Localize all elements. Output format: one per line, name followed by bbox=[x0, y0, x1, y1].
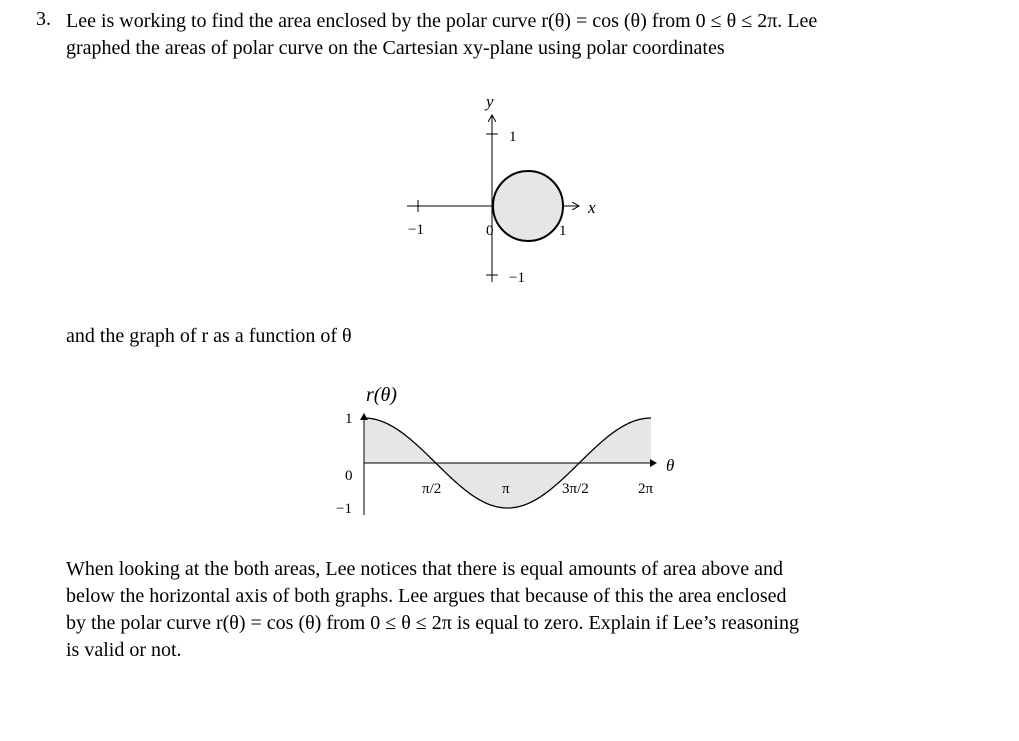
final-line-3: by the polar curve r(θ) = cos (θ) from 0 ≤ θ ≤ 2π is equal to zero. Explain if Lee’s reasoning bbox=[66, 612, 799, 634]
tick-label-neg-y: −1 bbox=[509, 270, 525, 286]
final-line-4: is valid or not. bbox=[66, 639, 182, 661]
question-line-1: Lee is working to find the area enclosed by the polar curve r(θ) = cos (θ) from 0 ≤ θ ≤ 2π. Lee bbox=[66, 10, 818, 32]
tick-label-r-1: 1 bbox=[345, 411, 353, 427]
tick-label-r-neg1: −1 bbox=[336, 501, 352, 517]
tick-label-pos-y: 1 bbox=[509, 129, 517, 145]
polar-curve-circle bbox=[493, 171, 563, 241]
question-line-2: graphed the areas of polar curve on the Cartesian xy-plane using polar coordinates bbox=[66, 37, 725, 59]
tick-label-3pi-over-2: 3π/2 bbox=[562, 481, 589, 497]
tick-label-pi: π bbox=[502, 481, 510, 497]
tick-label-r-0: 0 bbox=[345, 468, 353, 484]
r-axis-label: r(θ) bbox=[366, 384, 397, 406]
tick-label-neg-x: −1 bbox=[408, 222, 424, 238]
tick-label-pi-over-2: π/2 bbox=[422, 481, 442, 497]
final-line-2: below the horizontal axis of both graphs. Lee argues that because of this the area enclosed bbox=[66, 585, 787, 607]
origin-label: 0 bbox=[486, 223, 494, 239]
x-axis-label: x bbox=[588, 198, 596, 217]
question-number: 3. bbox=[36, 8, 51, 30]
rtheta-graph bbox=[0, 375, 1019, 535]
tick-label-2pi: 2π bbox=[638, 481, 654, 497]
final-paragraph bbox=[66, 556, 956, 664]
tick-label-pos-x: 1 bbox=[559, 223, 567, 239]
theta-axis-label: θ bbox=[666, 456, 675, 475]
y-axis-label: y bbox=[486, 92, 494, 111]
mid-text: and the graph of r as a function of θ bbox=[66, 325, 352, 347]
final-line-1: When looking at the both areas, Lee notices that there is equal amounts of area above and bbox=[66, 558, 783, 580]
